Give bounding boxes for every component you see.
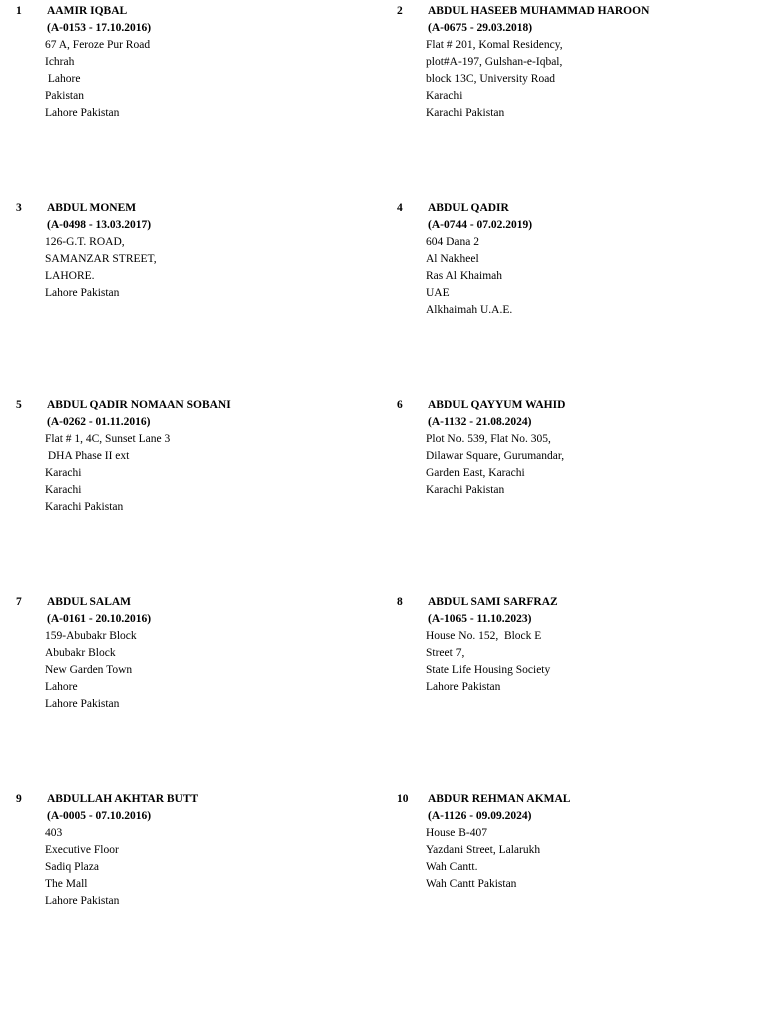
address-line: New Garden Town [45,664,133,676]
member-name: ABDUL MONEM [47,202,137,214]
address-lines [426,825,540,893]
entry-number: 7 [16,596,22,608]
address-entry [16,791,376,911]
member-code: (A-0005 - 07.10.2016) [47,810,152,822]
member-name: AAMIR IQBAL [47,5,128,17]
address-line: Flat # 201, Komal Residency, [426,39,563,51]
member-code: (A-0675 - 29.03.2018) [428,22,533,34]
address-entry [397,397,757,517]
entry-number: 1 [16,5,22,17]
address-entry [16,397,376,517]
entry-number: 5 [16,399,22,411]
address-line: Karachi Pakistan [426,107,505,119]
member-code: (A-0498 - 13.03.2017) [47,219,152,231]
address-line: Abubakr Block [45,647,116,659]
member-name: ABDUL SALAM [47,596,132,608]
address-line: Dilawar Square, Gurumandar, [426,450,565,462]
address-line: Lahore Pakistan [45,895,120,907]
address-line: Alkhaimah U.A.E. [426,304,513,316]
address-lines [426,628,550,696]
address-entry [16,200,376,320]
address-line: LAHORE. [45,270,95,282]
address-entry [16,3,376,123]
address-line: Pakistan [45,90,84,102]
member-code: (A-1065 - 11.10.2023) [428,613,532,625]
member-name: ABDUL QADIR NOMAAN SOBANI [47,399,231,411]
address-line: plot#A-197, Gulshan-e-Iqbal, [426,56,563,68]
member-code: (A-0744 - 07.02.2019) [428,219,533,231]
member-code: (A-1126 - 09.09.2024) [428,810,532,822]
address-line: Lahore [45,681,78,693]
address-line: House No. 152, Block E [426,630,542,642]
address-lines [45,628,137,713]
address-line: Plot No. 539, Flat No. 305, [426,433,551,445]
address-line: Wah Cantt Pakistan [426,878,517,890]
address-line: Karachi Pakistan [426,484,505,496]
address-line: Karachi [45,484,82,496]
address-line: block 13C, University Road [426,73,556,85]
address-line: Lahore Pakistan [426,681,501,693]
entry-number: 10 [397,793,409,805]
address-lines [426,431,564,499]
address-line: Al Nakheel [426,253,479,265]
address-lines [45,825,119,910]
address-line: 159-Abubakr Block [45,630,137,642]
address-line: 126-G.T. ROAD, [45,236,125,248]
address-lines [426,234,512,319]
address-lines [45,234,157,302]
address-line: Ichrah [45,56,75,68]
member-name: ABDUR REHMAN AKMAL [428,793,571,805]
address-line: House B-407 [426,827,488,839]
address-line: State Life Housing Society [426,664,551,676]
address-line: Lahore Pakistan [45,107,120,119]
address-line: Karachi [426,90,463,102]
member-name: ABDUL QAYYUM WAHID [428,399,566,411]
member-code: (A-0161 - 20.10.2016) [47,613,152,625]
address-lines [426,37,563,122]
address-line: Wah Cantt. [426,861,478,873]
address-line: Executive Floor [45,844,119,856]
address-line: Flat # 1, 4C, Sunset Lane 3 [45,433,171,445]
address-line: 604 Dana 2 [426,236,480,248]
address-line: Lahore [45,73,81,85]
address-line: Karachi Pakistan [45,501,124,513]
entry-number: 2 [397,5,403,17]
address-line: Lahore Pakistan [45,287,120,299]
address-entry [397,3,757,123]
address-line: DHA Phase II ext [45,450,130,462]
address-entry [16,594,376,714]
address-line: SAMANZAR STREET, [45,253,157,265]
address-line: The Mall [45,878,88,890]
address-line: Karachi [45,467,82,479]
address-line: Street 7, [426,647,465,659]
address-lines [45,431,170,516]
address-line: Ras Al Khaimah [426,270,503,282]
entry-number: 6 [397,399,403,411]
address-line: Yazdani Street, Lalarukh [426,844,541,856]
entry-number: 9 [16,793,22,805]
entry-number: 8 [397,596,403,608]
entry-number: 3 [16,202,22,214]
address-line: Garden East, Karachi [426,467,525,479]
member-name: ABDULLAH AKHTAR BUTT [47,793,199,805]
address-entry [397,200,757,320]
member-name: ABDUL SAMI SARFRAZ [428,596,558,608]
address-entry [397,791,757,911]
entry-number: 4 [397,202,403,214]
member-code: (A-0262 - 01.11.2016) [47,416,151,428]
address-line: 403 [45,827,63,839]
member-code: (A-1132 - 21.08.2024) [428,416,532,428]
member-name: ABDUL HASEEB MUHAMMAD HAROON [428,5,650,17]
member-code: (A-0153 - 17.10.2016) [47,22,152,34]
address-line: Lahore Pakistan [45,698,120,710]
member-name: ABDUL QADIR [428,202,509,214]
address-line: UAE [426,287,450,299]
address-line: 67 A, Feroze Pur Road [45,39,151,51]
address-entry [397,594,757,714]
address-line: Sadiq Plaza [45,861,99,873]
address-lines [45,37,150,122]
